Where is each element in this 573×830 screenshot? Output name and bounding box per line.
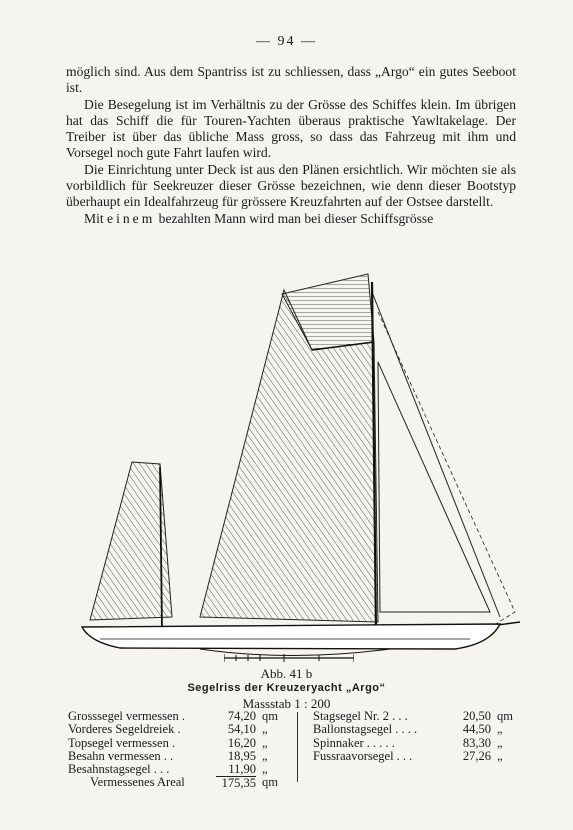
row-value: 44,50 — [462, 722, 491, 737]
hull — [82, 624, 500, 649]
row-value: 27,26 — [462, 748, 491, 763]
total-value: 175,35 — [216, 776, 256, 790]
foresail — [378, 362, 490, 612]
table-row — [68, 723, 288, 736]
row-unit: „ — [497, 735, 503, 750]
row-value: 11,90 — [228, 762, 256, 777]
row-unit: „ — [262, 735, 268, 750]
table-row — [313, 723, 523, 736]
text-run: bezahlten Mann wird man bei dieser Schiffsgrösse — [155, 210, 434, 226]
row-label: Vorderes Segeldreiek . — [68, 723, 181, 737]
row-unit: „ — [262, 722, 268, 737]
figure-number: Abb. 41 b — [260, 666, 313, 681]
row-label: Grosssegel vermessen . — [68, 710, 185, 723]
row-label: Besahn vermessen . . — [68, 749, 174, 763]
emphasized-word: einem — [107, 210, 156, 226]
row-label: Besahnstagsegel . . . — [68, 763, 170, 777]
figure-title: Segelriss der Kreuzeryacht „Argo“ — [187, 682, 386, 694]
figure-scale: Massstab 1 : 200 — [242, 696, 331, 711]
body-text — [66, 64, 516, 227]
row-value: 83,30 — [462, 735, 491, 750]
row-unit: „ — [262, 762, 268, 777]
paragraph: Die Besegelung ist im Verhältnis zu der Grösse des Schiffes klein. Im übrigen hat das Schiff die für Touren-Yachten überaus praktische Yawltakelage. Der Treiber ist über das übliche Mass gross, so dass das Fahrzeug mit ihm und Vorsegel noch gute Fahrt laufen wird. — [66, 96, 516, 161]
balloon-sail-outline — [378, 312, 515, 640]
row-unit: qm — [497, 709, 513, 723]
row-value: 20,50 — [462, 709, 491, 723]
paragraph: Die Einrichtung unter Deck ist aus den Plänen ersichtlich. Wir möchten sie als vorbildlich für Seekreuzer dieser Grösse bezeichnen, wie denn dieser Bootstyp überhaupt ein Idealfahrzeug für grössere Kreuzfahrten auf der Ostsee darstellt. — [66, 161, 516, 210]
table-row — [68, 737, 288, 750]
row-value: 74,20 — [227, 709, 256, 723]
row-unit: „ — [497, 748, 503, 763]
row-unit: „ — [262, 748, 268, 763]
row-value: 18,95 — [227, 748, 256, 763]
sail-area-table-right — [313, 710, 523, 763]
sail-plan-drawing — [60, 272, 530, 662]
row-label: Spinnaker . . . . . — [313, 736, 395, 750]
row-value: 16,20 — [227, 735, 256, 750]
table-row — [68, 763, 288, 776]
table-row — [68, 710, 288, 723]
total-unit: qm — [262, 775, 278, 790]
paragraph-last — [66, 211, 516, 227]
sail-area-table-left — [68, 710, 288, 791]
table-row — [313, 750, 523, 763]
row-value: 54,10 — [227, 722, 256, 737]
total-label: Vermessenes Areal — [90, 776, 185, 790]
row-unit: qm — [262, 709, 278, 723]
table-row — [313, 710, 523, 723]
total-row — [68, 776, 288, 790]
page-number: — 94 — — [256, 34, 317, 49]
row-label: Topsegel vermessen . — [68, 736, 176, 750]
table-row — [313, 737, 523, 750]
row-label: Ballonstagsegel . . . . — [313, 723, 418, 737]
row-label: Stagsegel Nr. 2 . . . — [313, 710, 408, 723]
text-run: Mit — [84, 210, 108, 226]
scale-bar — [224, 652, 354, 664]
row-unit: „ — [497, 722, 503, 737]
table-divider — [297, 712, 298, 782]
table-row — [68, 750, 288, 763]
row-label: Fussraavorsegel . . . — [313, 749, 413, 763]
paragraph: möglich sind. Aus dem Spantriss ist zu schliessen, dass „Argo“ ein gutes Seeboot ist. — [66, 64, 516, 96]
